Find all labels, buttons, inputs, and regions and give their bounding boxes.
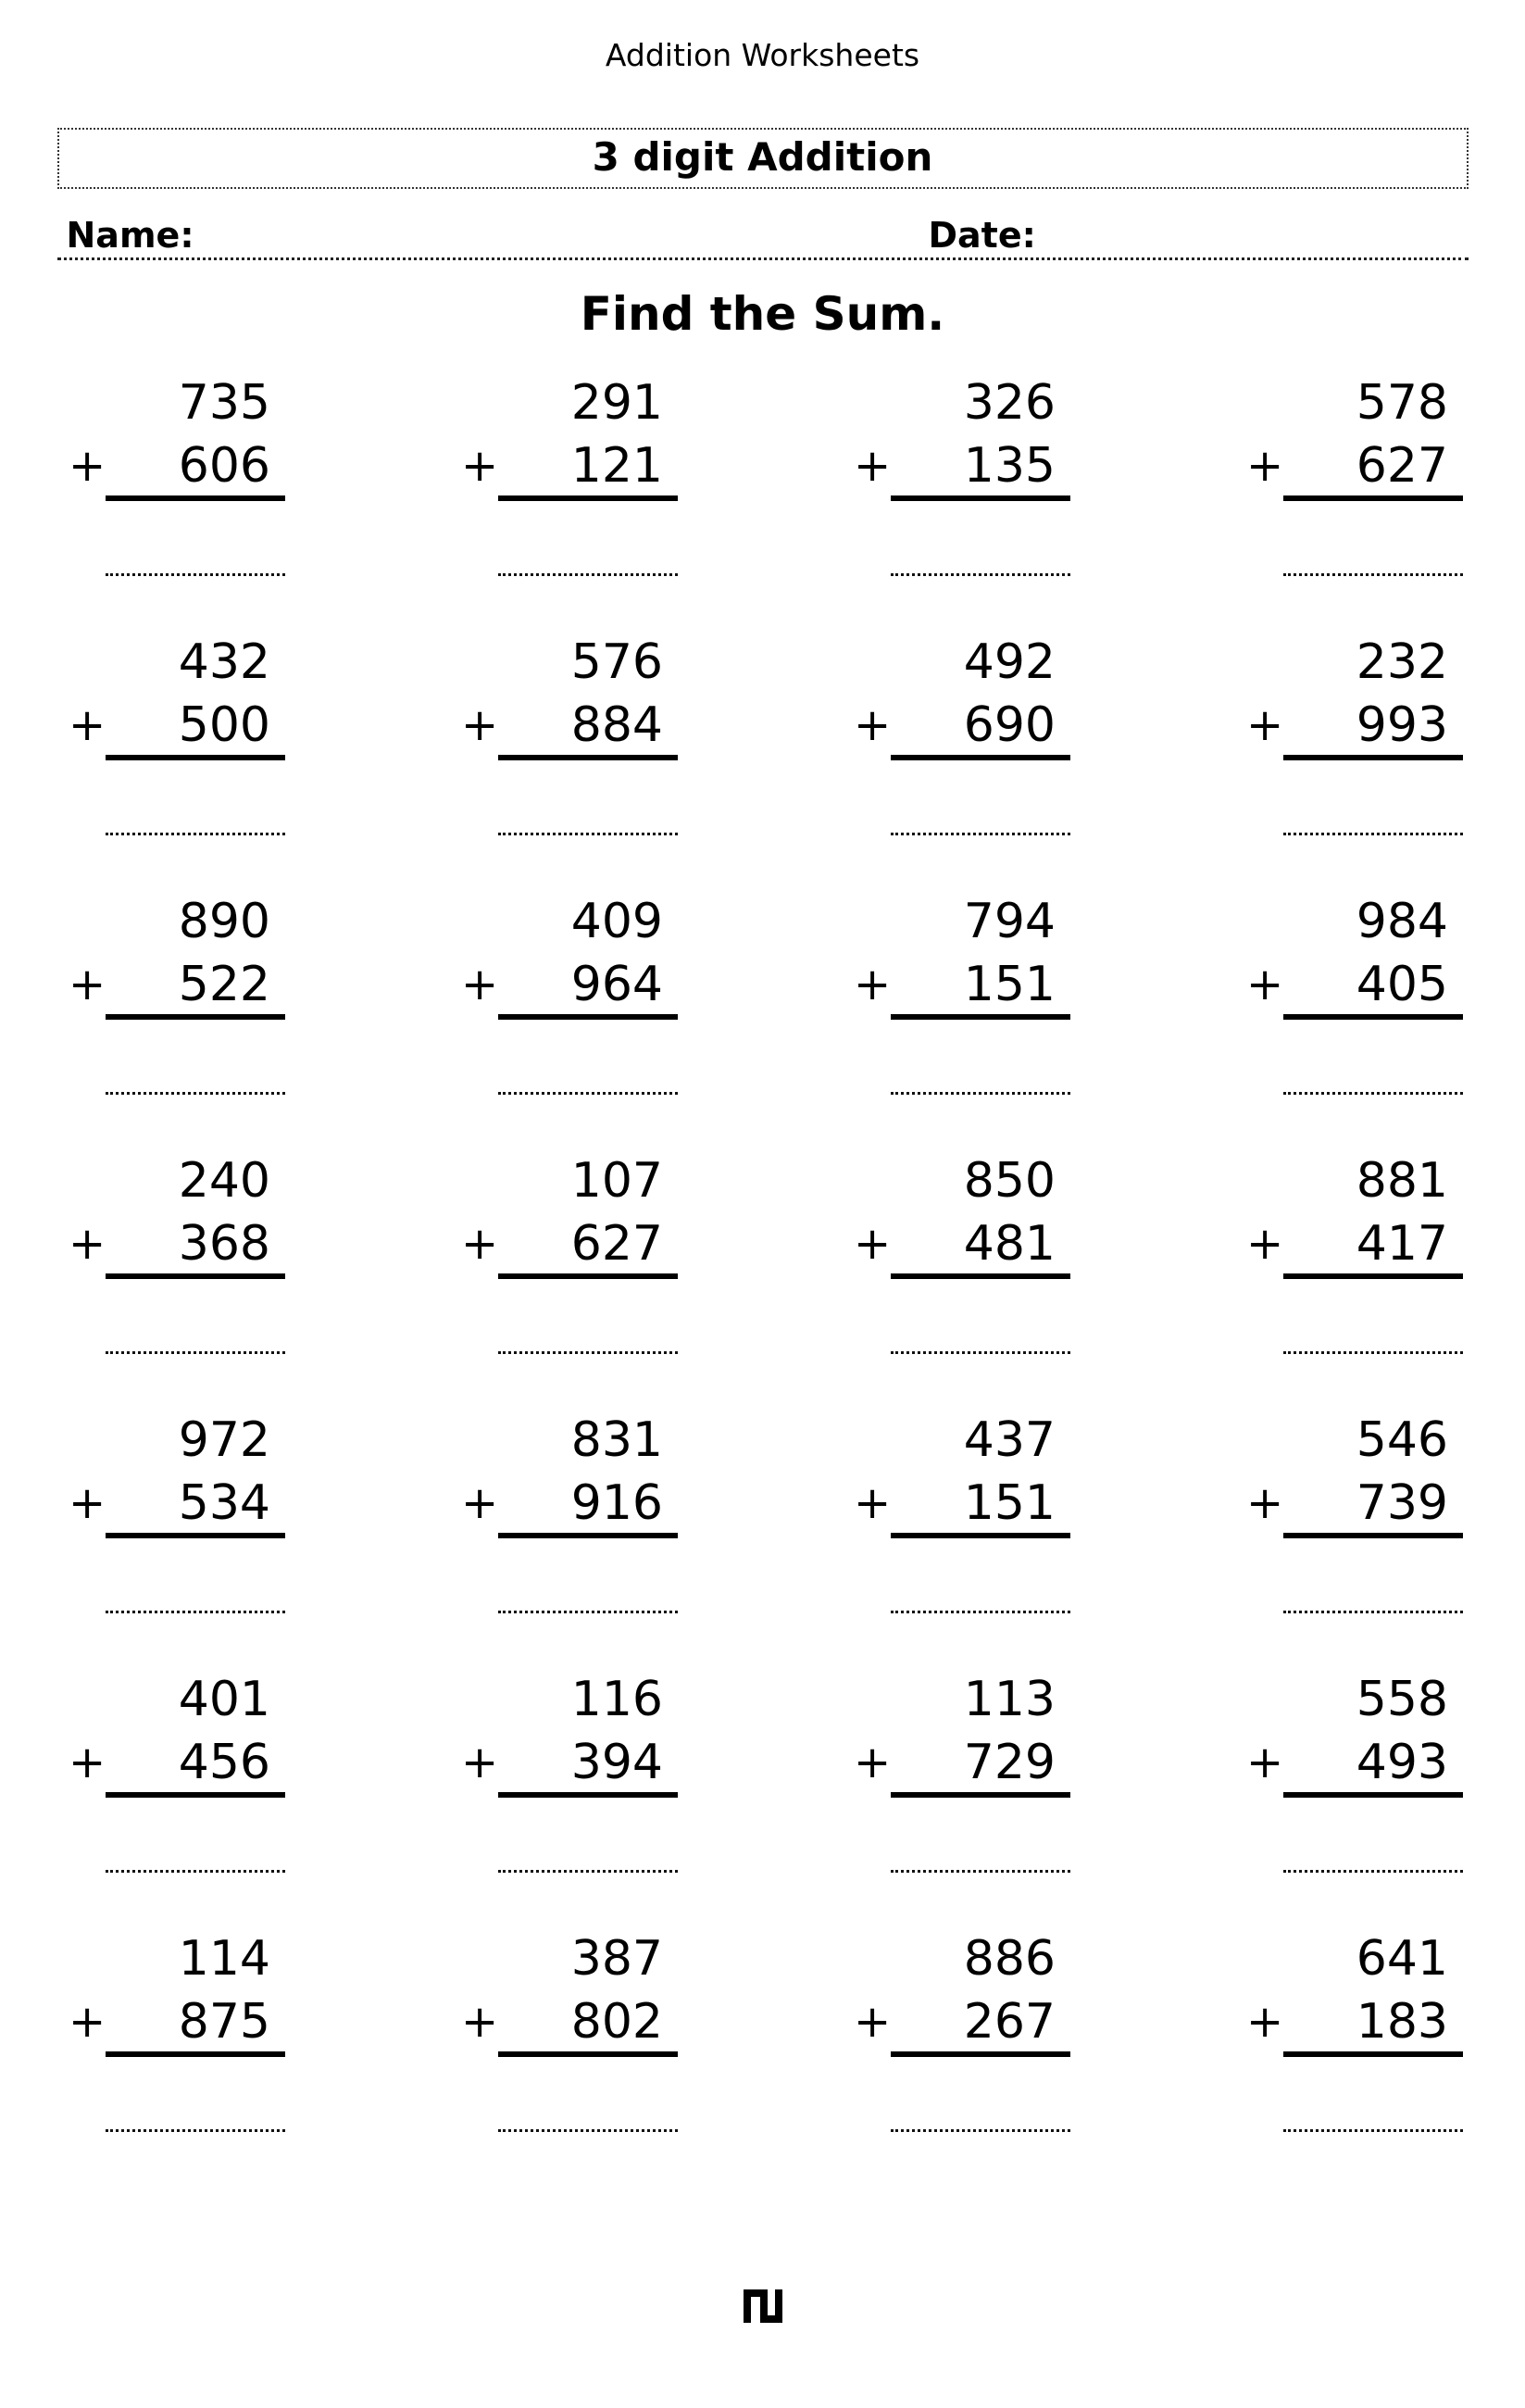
addend-top: 387 bbox=[570, 1931, 663, 1987]
answer-blank[interactable] bbox=[1283, 573, 1463, 576]
addend-bottom: 368 bbox=[178, 1216, 270, 1272]
page-title: Addition Worksheets bbox=[605, 37, 920, 73]
answer-blank[interactable] bbox=[891, 1092, 1070, 1095]
addend-bottom: 267 bbox=[963, 1994, 1056, 2050]
addend-top: 107 bbox=[570, 1153, 663, 1209]
addend-bottom: 534 bbox=[178, 1475, 270, 1531]
addition-problem bbox=[854, 1140, 1070, 1399]
addition-problem bbox=[854, 621, 1070, 881]
addition-problem bbox=[854, 1659, 1070, 1918]
answer-blank[interactable] bbox=[498, 2129, 678, 2132]
addition-row bbox=[461, 1472, 678, 1535]
addend-top: 113 bbox=[963, 1672, 1056, 1727]
addition-problem bbox=[69, 1918, 285, 2177]
addend-bottom: 417 bbox=[1356, 1216, 1448, 1272]
addend-top: 492 bbox=[963, 634, 1056, 690]
answer-blank[interactable] bbox=[106, 1611, 285, 1613]
answer-blank[interactable] bbox=[891, 573, 1070, 576]
addend-top: 114 bbox=[178, 1931, 270, 1987]
maze-monogram-logo-icon bbox=[744, 2289, 782, 2323]
addition-row bbox=[69, 1990, 285, 2053]
plus-sign: + bbox=[69, 1218, 106, 1270]
plus-sign: + bbox=[854, 1218, 892, 1270]
addend-bottom: 522 bbox=[178, 957, 270, 1012]
addition-row bbox=[69, 953, 285, 1016]
answer-blank[interactable] bbox=[891, 1351, 1070, 1354]
addition-problem bbox=[1246, 1659, 1463, 1918]
addend-top: 432 bbox=[178, 634, 270, 690]
addend-bottom: 500 bbox=[178, 697, 270, 753]
addend-bottom: 493 bbox=[1356, 1735, 1448, 1790]
addition-problem bbox=[461, 881, 678, 1140]
answer-blank[interactable] bbox=[106, 833, 285, 835]
answer-blank[interactable] bbox=[1283, 1611, 1463, 1613]
addition-row bbox=[69, 1472, 285, 1535]
answer-blank[interactable] bbox=[1283, 2129, 1463, 2132]
addition-row bbox=[69, 1212, 285, 1275]
date-field[interactable] bbox=[1057, 215, 1465, 256]
addition-row bbox=[461, 434, 678, 497]
plus-sign: + bbox=[461, 1218, 499, 1270]
answer-blank[interactable] bbox=[106, 1351, 285, 1354]
addition-problem bbox=[461, 1399, 678, 1659]
answer-blank[interactable] bbox=[891, 2129, 1070, 2132]
addition-row bbox=[854, 434, 1070, 497]
name-date-row bbox=[57, 215, 1469, 260]
addition-problem bbox=[854, 1399, 1070, 1659]
plus-sign: + bbox=[461, 699, 499, 751]
addition-row bbox=[854, 953, 1070, 1016]
plus-sign: + bbox=[1246, 959, 1284, 1010]
addend-bottom: 481 bbox=[963, 1216, 1056, 1272]
addend-bottom: 964 bbox=[570, 957, 663, 1012]
plus-sign: + bbox=[854, 959, 892, 1010]
addend-top: 546 bbox=[1356, 1412, 1448, 1468]
addition-row bbox=[1246, 434, 1463, 497]
addend-top: 291 bbox=[570, 375, 663, 431]
plus-sign: + bbox=[854, 1477, 892, 1529]
addend-top: 850 bbox=[963, 1153, 1056, 1209]
plus-sign: + bbox=[1246, 1218, 1284, 1270]
addition-row bbox=[1246, 1990, 1463, 2053]
addition-row bbox=[461, 1731, 678, 1794]
addition-row bbox=[854, 1472, 1070, 1535]
plus-sign: + bbox=[461, 1996, 499, 2048]
answer-blank[interactable] bbox=[106, 1870, 285, 1873]
addition-problem bbox=[69, 1140, 285, 1399]
addition-row bbox=[69, 694, 285, 757]
plus-sign: + bbox=[69, 440, 106, 492]
addition-row bbox=[854, 1990, 1070, 2053]
worksheet-title: 3 digit Addition bbox=[592, 134, 933, 180]
addition-problem bbox=[1246, 881, 1463, 1140]
answer-blank[interactable] bbox=[106, 2129, 285, 2132]
addend-bottom: 627 bbox=[1356, 438, 1448, 494]
addition-problem bbox=[461, 1140, 678, 1399]
addend-bottom: 405 bbox=[1356, 957, 1448, 1012]
plus-sign: + bbox=[461, 1737, 499, 1788]
addition-problem bbox=[69, 362, 285, 621]
answer-blank[interactable] bbox=[498, 573, 678, 576]
addition-problem bbox=[69, 881, 285, 1140]
addition-row bbox=[854, 1731, 1070, 1794]
answer-blank[interactable] bbox=[498, 1870, 678, 1873]
plus-sign: + bbox=[69, 699, 106, 751]
answer-blank[interactable] bbox=[106, 573, 285, 576]
addend-top: 984 bbox=[1356, 894, 1448, 949]
answer-blank[interactable] bbox=[1283, 1870, 1463, 1873]
addition-problem bbox=[461, 1659, 678, 1918]
plus-sign: + bbox=[1246, 1996, 1284, 2048]
instruction-heading: Find the Sum. bbox=[580, 287, 945, 341]
addition-row bbox=[1246, 953, 1463, 1016]
name-label: Name: bbox=[66, 215, 194, 256]
addition-problem bbox=[69, 1659, 285, 1918]
addend-top: 326 bbox=[963, 375, 1056, 431]
addend-top: 972 bbox=[178, 1412, 270, 1468]
plus-sign: + bbox=[1246, 1737, 1284, 1788]
answer-blank[interactable] bbox=[1283, 1092, 1463, 1095]
plus-sign: + bbox=[69, 1737, 106, 1788]
answer-blank[interactable] bbox=[498, 1092, 678, 1095]
addition-problem bbox=[461, 1918, 678, 2177]
answer-blank[interactable] bbox=[106, 1092, 285, 1095]
answer-blank[interactable] bbox=[891, 1870, 1070, 1873]
plus-sign: + bbox=[1246, 1477, 1284, 1529]
addend-bottom: 993 bbox=[1356, 697, 1448, 753]
addend-bottom: 456 bbox=[178, 1735, 270, 1790]
addend-bottom: 606 bbox=[178, 438, 270, 494]
date-label: Date: bbox=[928, 215, 1036, 256]
addend-bottom: 151 bbox=[963, 957, 1056, 1012]
answer-blank[interactable] bbox=[498, 1611, 678, 1613]
addition-problem bbox=[461, 362, 678, 621]
plus-sign: + bbox=[854, 699, 892, 751]
addition-problem bbox=[1246, 1140, 1463, 1399]
addend-top: 578 bbox=[1356, 375, 1448, 431]
addition-problem bbox=[69, 1399, 285, 1659]
plus-sign: + bbox=[69, 1477, 106, 1529]
name-field[interactable] bbox=[252, 215, 900, 256]
addition-row bbox=[69, 1731, 285, 1794]
addition-problem bbox=[1246, 1399, 1463, 1659]
addition-row bbox=[854, 694, 1070, 757]
addition-row bbox=[1246, 1212, 1463, 1275]
answer-blank[interactable] bbox=[891, 1611, 1070, 1613]
answer-blank[interactable] bbox=[1283, 1351, 1463, 1354]
answer-blank[interactable] bbox=[1283, 833, 1463, 835]
addend-bottom: 183 bbox=[1356, 1994, 1448, 2050]
addition-row bbox=[1246, 694, 1463, 757]
answer-blank[interactable] bbox=[498, 1351, 678, 1354]
addition-row bbox=[461, 1990, 678, 2053]
addition-problem bbox=[1246, 362, 1463, 621]
addition-row bbox=[1246, 1731, 1463, 1794]
plus-sign: + bbox=[1246, 699, 1284, 751]
addend-bottom: 875 bbox=[178, 1994, 270, 2050]
worksheet-title-box bbox=[57, 128, 1469, 189]
addition-row bbox=[1246, 1472, 1463, 1535]
addend-bottom: 802 bbox=[570, 1994, 663, 2050]
addend-bottom: 394 bbox=[570, 1735, 663, 1790]
addition-row bbox=[461, 1212, 678, 1275]
addend-top: 232 bbox=[1356, 634, 1448, 690]
addend-top: 831 bbox=[570, 1412, 663, 1468]
plus-sign: + bbox=[1246, 440, 1284, 492]
plus-sign: + bbox=[69, 959, 106, 1010]
addend-top: 401 bbox=[178, 1672, 270, 1727]
addend-top: 240 bbox=[178, 1153, 270, 1209]
addend-top: 641 bbox=[1356, 1931, 1448, 1987]
addend-top: 437 bbox=[963, 1412, 1056, 1468]
addition-problem bbox=[854, 881, 1070, 1140]
plus-sign: + bbox=[854, 1737, 892, 1788]
addend-top: 576 bbox=[570, 634, 663, 690]
answer-blank[interactable] bbox=[498, 833, 678, 835]
plus-sign: + bbox=[854, 440, 892, 492]
addition-problem bbox=[1246, 621, 1463, 881]
addend-bottom: 729 bbox=[963, 1735, 1056, 1790]
addend-bottom: 627 bbox=[570, 1216, 663, 1272]
addend-bottom: 916 bbox=[570, 1475, 663, 1531]
addition-row bbox=[461, 694, 678, 757]
addition-problem bbox=[461, 621, 678, 881]
plus-sign: + bbox=[69, 1996, 106, 2048]
addition-row bbox=[854, 1212, 1070, 1275]
addend-top: 794 bbox=[963, 894, 1056, 949]
addend-top: 881 bbox=[1356, 1153, 1448, 1209]
addition-problem bbox=[1246, 1918, 1463, 2177]
plus-sign: + bbox=[854, 1996, 892, 2048]
addend-top: 116 bbox=[570, 1672, 663, 1727]
addition-problem bbox=[69, 621, 285, 881]
addend-top: 735 bbox=[178, 375, 270, 431]
plus-sign: + bbox=[461, 440, 499, 492]
addend-bottom: 739 bbox=[1356, 1475, 1448, 1531]
addition-row bbox=[461, 953, 678, 1016]
addend-top: 890 bbox=[178, 894, 270, 949]
addend-bottom: 884 bbox=[570, 697, 663, 753]
addend-top: 409 bbox=[570, 894, 663, 949]
answer-blank[interactable] bbox=[891, 833, 1070, 835]
addition-problem bbox=[854, 362, 1070, 621]
addition-row bbox=[69, 434, 285, 497]
addition-problem bbox=[854, 1918, 1070, 2177]
addend-bottom: 135 bbox=[963, 438, 1056, 494]
problems-grid bbox=[69, 362, 1525, 2177]
addend-top: 886 bbox=[963, 1931, 1056, 1987]
addend-bottom: 121 bbox=[570, 438, 663, 494]
addend-top: 558 bbox=[1356, 1672, 1448, 1727]
worksheet-page bbox=[0, 37, 1525, 2323]
plus-sign: + bbox=[461, 959, 499, 1010]
addend-bottom: 151 bbox=[963, 1475, 1056, 1531]
addend-bottom: 690 bbox=[963, 697, 1056, 753]
plus-sign: + bbox=[461, 1477, 499, 1529]
